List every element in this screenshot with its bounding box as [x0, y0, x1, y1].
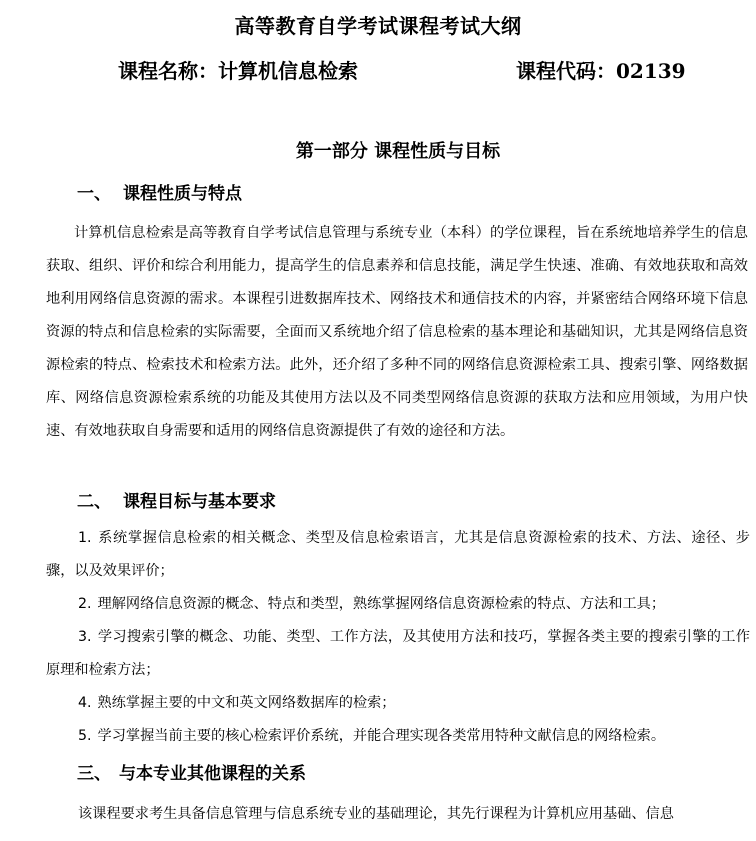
- course-code: 课程代码：02139: [516, 59, 686, 83]
- section-title: 课程性质与特点: [123, 184, 242, 204]
- section-heading-2: [77, 487, 276, 512]
- item-text: 理解网络信息资源的概念、特点和类型，熟练掌握网络信息资源检索的特点、方法和工具；: [97, 596, 666, 612]
- item-number: 5.: [78, 728, 92, 744]
- item-number: 1.: [78, 530, 92, 546]
- course-name: 课程名称：计算机信息检索: [118, 59, 358, 83]
- section-heading-1: [77, 179, 242, 204]
- list-item: [46, 621, 750, 687]
- item-number: 3.: [78, 629, 92, 645]
- list-item: [46, 720, 750, 753]
- section-title: 与本专业其他课程的关系: [119, 764, 306, 784]
- item-text: 系统掌握信息检索的相关概念、类型及信息检索语言，尤其是信息资源检索的技术、方法、途径、步骤，以及效果评价；: [46, 530, 750, 579]
- section-1-paragraph: 计算机信息检索是高等教育自学考试信息管理与系统专业（本科）的学位课程，旨在系统地培养学生的信息获取、组织、评价和综合利用能力，提高学生的信息素养和信息技能，满足学生快速、准确、有效地获取和高效地利用网络信息资源的需求。本课程引进数据库技术、网络技术和通信技术的内容，并紧密结合网络环境下信息资源的特点和信息检索的实际需要，全面而又系统地介绍了信息检索的基本理论和基础知识，尤其是网络信息资源检索的特点、检索技术和检索方法。此外，还介绍了多种不同的网络信息资源检索工具、搜索引擎、网络数据库、网络信息资源检索系统的功能及其使用方法以及不同类型网络信息资源的获取方法和应用领域，为用户快速、有效地获取自身需要和适用的网络信息资源提供了有效的途径和方法。: [46, 225, 748, 439]
- section-number: 二、: [77, 492, 111, 512]
- item-text: 学习掌握当前主要的核心检索评价系统，并能合理实现各类常用特种文献信息的网络检索。: [97, 728, 666, 744]
- part-title: 第一部分 课程性质与目标: [295, 141, 501, 162]
- section-heading-3: [77, 759, 306, 784]
- requirements-list: [46, 522, 750, 753]
- item-text: 熟练掌握主要的中文和英文网络数据库的检索；: [97, 695, 396, 711]
- section-number: 三、: [77, 764, 111, 784]
- course-info-line: [0, 55, 756, 85]
- list-item: [46, 522, 750, 588]
- list-item: [46, 687, 750, 720]
- section-3-paragraph: 该课程要求考生具备信息管理与信息系统专业的基础理论，其先行课程为计算机应用基础、信息: [78, 806, 674, 822]
- section-title: 课程目标与基本要求: [123, 492, 276, 512]
- item-number: 4.: [78, 695, 92, 711]
- item-number: 2.: [78, 596, 92, 612]
- section-number: 一、: [77, 184, 111, 204]
- document-title: 高等教育自学考试课程考试大纲: [234, 14, 522, 38]
- item-text: 学习搜索引擎的概念、功能、类型、工作方法，及其使用方法和技巧，掌握各类主要的搜索引擎的工作原理和检索方法；: [46, 629, 750, 678]
- list-item: [46, 588, 750, 621]
